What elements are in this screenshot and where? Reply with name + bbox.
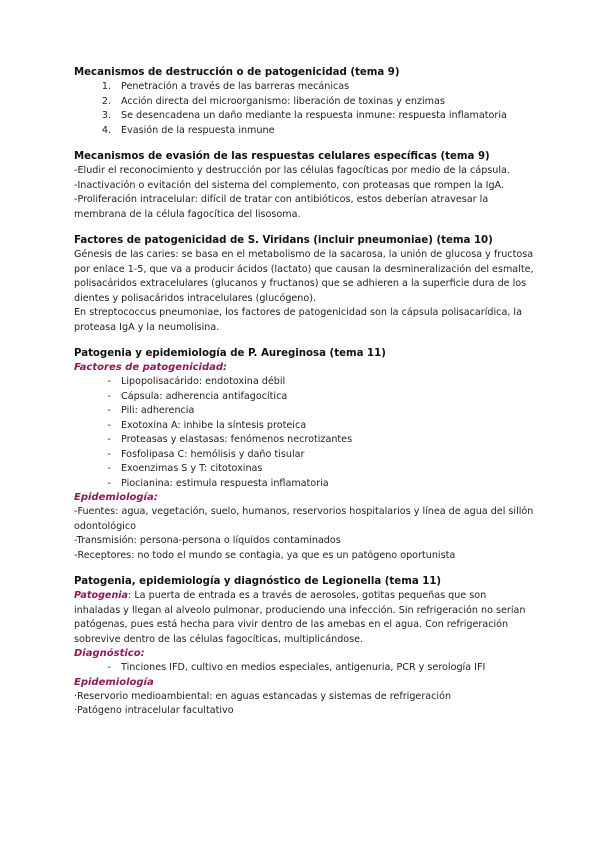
paragraph-line: -Inactivación o evitación del sistema del complemento, con proteasas que rompen la IgA.	[74, 179, 504, 191]
list-item: - Proteasas y elastasas: fenómenos necrotizantes	[107, 434, 353, 445]
list-item: 2. Acción directa del microorganismo: liberación de toxinas y enzimas	[101, 95, 445, 107]
section-aureginosa	[74, 347, 534, 563]
paragraph-line: ·Reservorio medioambiental: en aguas estancadas y sistemas de refrigeración	[74, 690, 452, 702]
section-legionella	[74, 575, 534, 719]
list-item: 1. Penetración a través de las barreras mecánicas	[101, 81, 350, 92]
section-viridans	[74, 234, 534, 335]
bullet-list	[74, 375, 534, 491]
paragraph-line: ·Patógeno intracelular facultativo	[74, 705, 234, 716]
list-item: - Exotoxina A: inhibe la síntesis proteica	[107, 419, 307, 431]
section-title: Factores de patogenicidad de S. Viridans (incluir pneumoniae) (tema 10)	[74, 235, 493, 246]
section-title: Patogenia, epidemiología y diagnóstico de Legionella (tema 11)	[74, 576, 442, 587]
paragraph-patogenia: Patogenia: La puerta de entrada es a través de aerosoles, gotitas pequeñas que son inhaladas y llegan al alveolo pulmonar, produciendo una infección. Sin refrigeración no serían patógenas, pues está hecha para vivir dentro de las amebas en el agua. Con refrigeración sobrevive dentro de las células fagocíticas, multiplicándose.	[74, 590, 526, 645]
list-item: - Cápsula: adherencia antifagocítica	[107, 390, 288, 402]
paragraph-line: -Transmisión: persona-persona o líquidos contaminados	[74, 535, 341, 546]
subheading-diagnostico: Diagnóstico:	[74, 648, 145, 659]
section-evasion	[74, 150, 534, 222]
subheading-epidemiologia: Epidemiología:	[74, 492, 158, 503]
section-patogenicidad	[74, 66, 534, 138]
paragraph: En streptococcus pneumoniae, los factores de patogenicidad son la cápsula polisacarídica, la proteasa IgA y la neumolisina.	[74, 307, 522, 333]
document-page	[74, 66, 534, 731]
list-item: - Exoenzimas S y T: citotoxinas	[107, 463, 263, 474]
list-item: 3. Se desencadena un daño mediante la respuesta inmune: respuesta inflamatoria	[101, 110, 507, 121]
bullet-list	[74, 661, 534, 676]
paragraph-line: -Receptores: no todo el mundo se contagia, ya que es un patógeno oportunista	[74, 549, 456, 561]
list-item: - Pili: adherencia	[107, 405, 195, 416]
section-title: Mecanismos de destrucción o de patogenicidad (tema 9)	[74, 67, 400, 78]
list-item: - Tinciones IFD, cultivo en medios especiales, antigenuria, PCR y serología IFI	[107, 662, 486, 673]
list-item: - Lipopolisacárido: endotoxina débil	[107, 376, 286, 387]
paragraph-line: -Eludir el reconocimiento y destrucción por las células fagocíticas por medio de la cápsula.	[74, 165, 510, 176]
list-item: - Fosfolipasa C: hemólisis y daño tisular	[107, 448, 305, 460]
subheading-factores: Factores de patogenicidad:	[74, 362, 228, 373]
numbered-list	[74, 80, 534, 138]
paragraph-line: -Proliferación intracelular: difícil de tratar con antibióticos, estos deberían atravesar la membrana de la célula fagocítica del lisosoma.	[74, 194, 489, 220]
list-item: 4. Evasión de la respuesta inmune	[101, 124, 275, 136]
paragraph-line: -Fuentes: agua, vegetación, suelo, humanos, reservorios hospitalarios y línea de agua del sillón odontológico	[74, 506, 534, 532]
label-patogenia: Patogenia	[74, 590, 129, 601]
list-item: - Piocianina: estimula respuesta inflamatoria	[107, 477, 329, 489]
section-title: Patogenia y epidemiología de P. Aureginosa (tema 11)	[74, 348, 386, 359]
paragraph: Génesis de las caries: se basa en el metabolismo de la sacarosa, la unión de glucosa y fructosa por enlace 1-5, que va a producir ácidos (lactato) que causan la desmineralización del esmalte, polisacáridos extracelulares (glucanos y fructanos) que se adhieren a la superficie dura de los dientes y polisacáridos intracelulares (glucógeno).	[74, 249, 534, 304]
subheading-epidemiologia: Epidemiología	[74, 676, 154, 688]
section-title: Mecanismos de evasión de las respuestas celulares específicas (tema 9)	[74, 151, 490, 162]
